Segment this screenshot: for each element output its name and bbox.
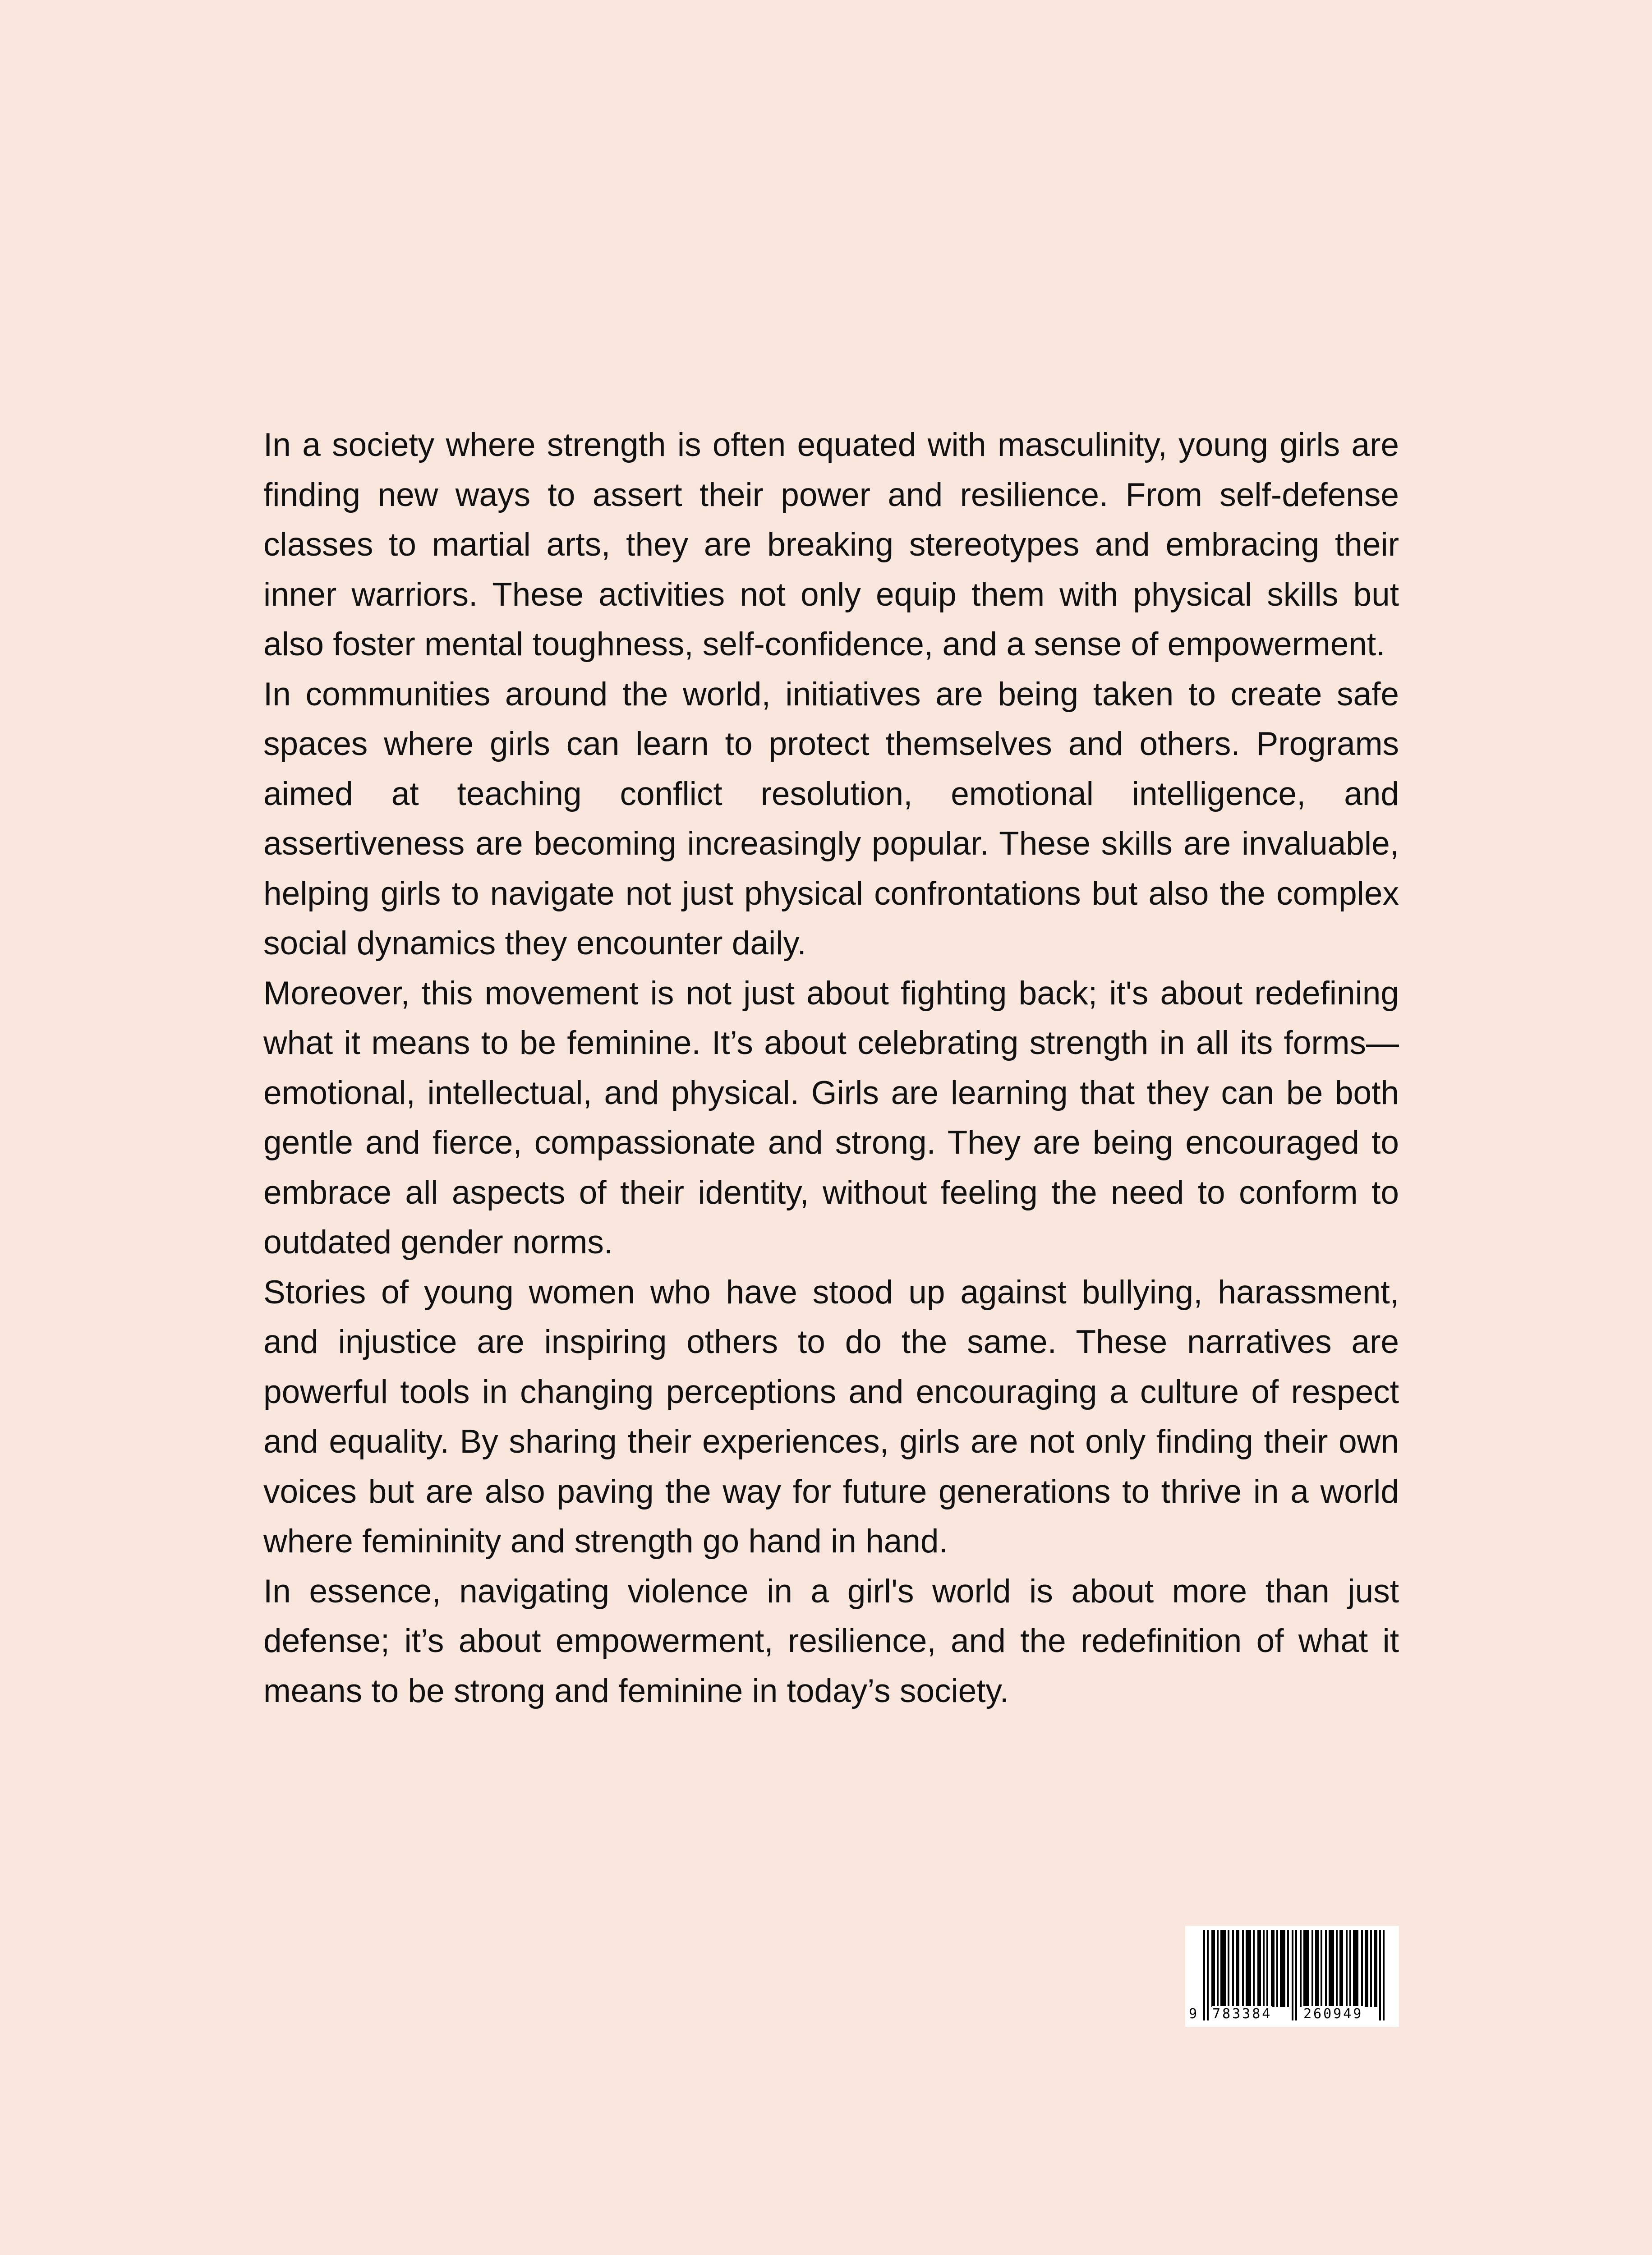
blurb-paragraph-4: Stories of young women who have stood up against bullying, harassment, and injustice are inspiring others to do the same. These narratives are powerful tools in changing perceptions and encouraging a culture of respect and equality. By sharing their experiences, girls are not only finding their own voices but are also paving the way for future generations to thrive in a world where femininity and strength go hand in hand. (263, 1274, 1399, 1560)
barcode-digits-right: 260949 (1303, 2006, 1363, 2022)
blurb-paragraph-3: Moreover, this movement is not just about fighting back; it's about redefining what it means to be feminine. It’s about celebrating strength in all its forms—emotional, intellectual, and physical. Girls are learning that they can be both gentle and fierce, compassionate and strong. They are being encouraged to embrace all aspects of their identity, without feeling the need to conform to outdated gender norms. (263, 975, 1399, 1261)
blurb-paragraph-2: In communities around the world, initiatives are being taken to create safe spaces where girls can learn to protect themselves and others. Programs aimed at teaching conflict resolution, emotional intelligence, and assertiveness are becoming increasingly popular. These skills are invaluable, helping girls to navigate not just physical confrontations but also the complex social dynamics they encounter daily. (263, 676, 1399, 962)
barcode-digits-left: 783384 (1212, 2006, 1272, 2022)
blurb-paragraph-1: In a society where strength is often equated with masculinity, young girls are finding new ways to assert their power and resilience. From self-defense classes to martial arts, they are breaking stereotypes and embracing their inner warriors. These activities not only equip them with physical skills but also foster mental toughness, self-confidence, and a sense of empowerment. (263, 427, 1399, 663)
barcode-digit-first: 9 (1189, 2006, 1199, 2022)
blurb-text (263, 420, 1399, 1716)
blurb-paragraph-5: In essence, navigating violence in a girl's world is about more than just defense; it’s about empowerment, resilience, and the redefinition of what it means to be strong and feminine in today’s society. (263, 1573, 1399, 1709)
isbn-barcode (1185, 1926, 1399, 2027)
